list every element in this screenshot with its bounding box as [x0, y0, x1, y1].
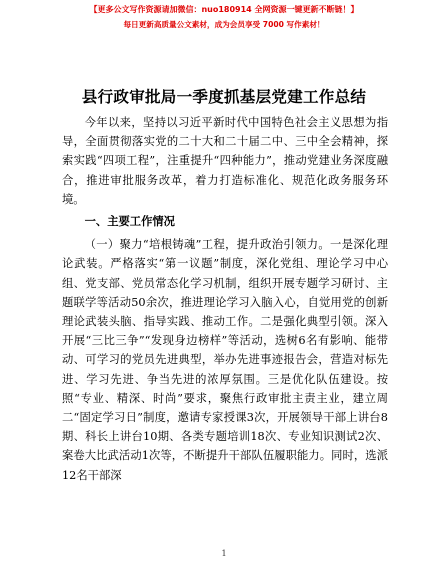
- promo-banner-line-1: 【更多公文写作资源请加微信：nuo180914 全网资源一键更新不断链！】: [89, 5, 359, 14]
- intro-paragraph: 今年以来，坚持以习近平新时代中国特色社会主义思想为指导，全面贯彻落实党的二十大和二十届二中、三中全会精神，探索实践“四项工程”，注重提升“四种能力”，推动党建业务深度融合，推进审批服务改革，着力打造标准化、规范化政务服务环境。: [62, 116, 388, 206]
- document-title: 县行政审批局一季度抓基层党建工作总结: [81, 87, 367, 106]
- document-body: [62, 113, 388, 485]
- body-paragraph: （一）聚力“培根铸魂”工程，提升政治引领力。一是深化理论武装。严格落实“第一议题”制度，深化党组、理论学习中心组、党支部、党员常态化学习机制，组织开展专题学习研讨、主题联学等活动50余次，推进理论学习入脑入心，自觉用党的创新理论武装头脑、指导实践、推动工作。二是强化典型引领。深入开展“三比三争”“发现身边榜样”等活动，选树6名有影响、能带动、可学习的党员先进典型，举办先进事迹报告会，营造对标先进、学习先进、争当先进的浓厚氛围。三是优化队伍建设。按照“专业、精深、时尚”要求，聚焦行政审批主责主业，建立周二“固定学习日”制度，邀请专家授课3次，开展领导干部上讲台8期、科长上讲台10期、各类专题培训18次、专业知识测试2次、案卷大比武活动1次等，不断提升干部队伍履职能力。同时，选派12名干部深: [62, 238, 388, 482]
- promo-banner-line-2: 每日更新高质量公文素材，成为会员享受 7000 写作素材！: [123, 20, 325, 29]
- section-heading: 一、主要工作情况: [84, 214, 175, 229]
- page-number: 1: [221, 549, 227, 558]
